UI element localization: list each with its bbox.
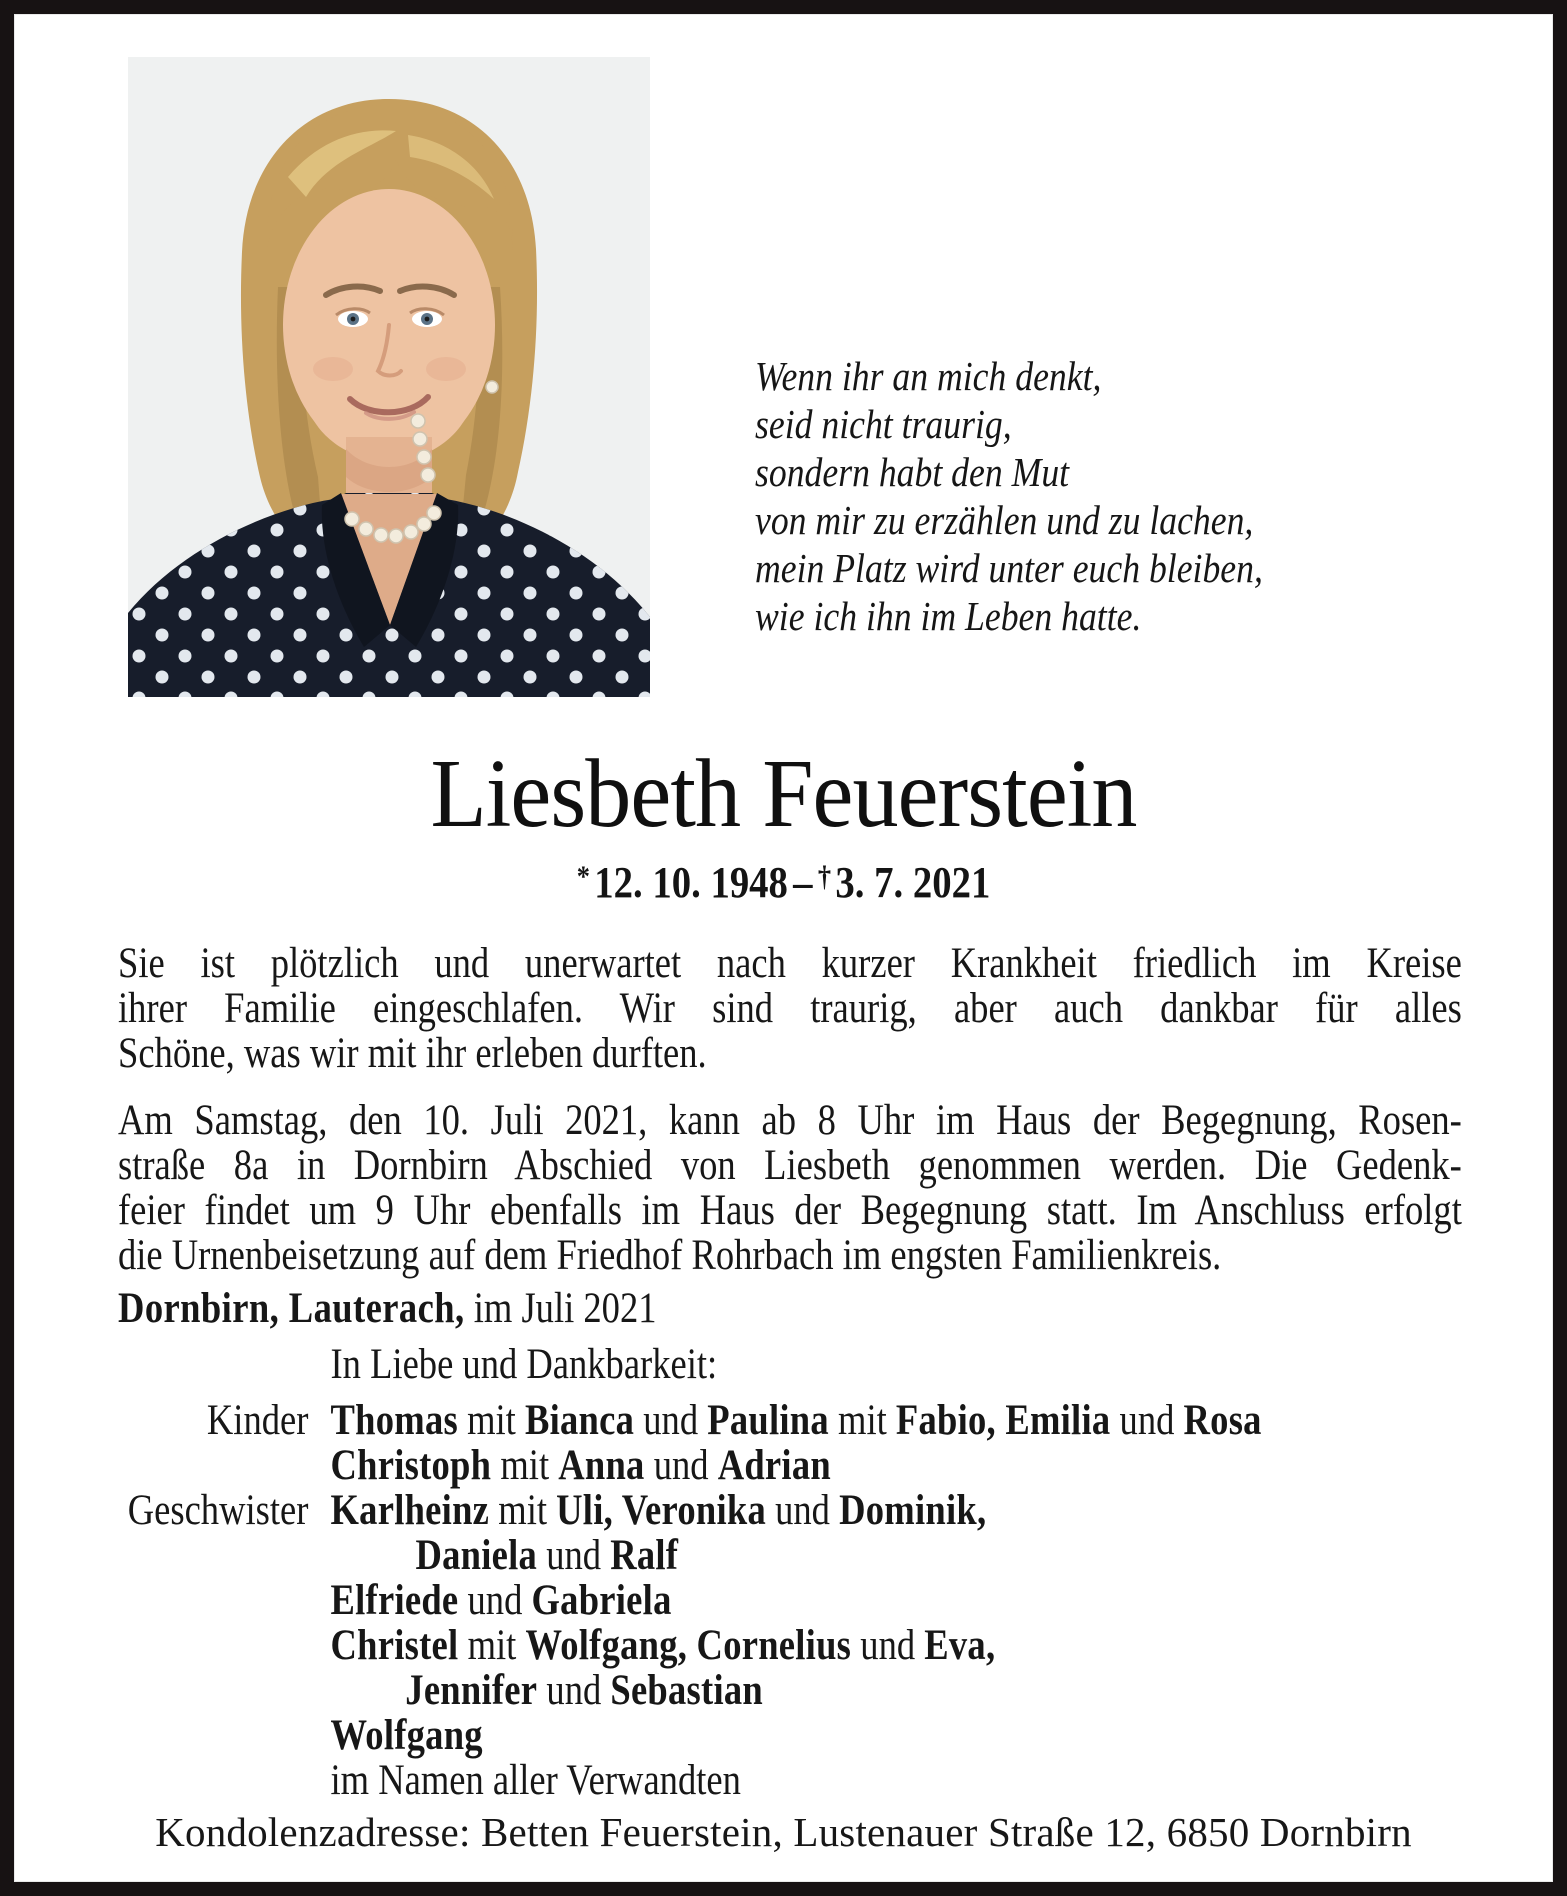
family-row — [118, 1443, 1462, 1488]
deceased-name: Liesbeth Feuerstein — [430, 740, 1137, 848]
funeral-details-paragraph — [118, 1098, 1462, 1278]
family-names: Wolfgang — [330, 1712, 483, 1759]
family-relation-label — [118, 1758, 308, 1803]
family-row — [118, 1713, 1462, 1758]
family-names: Elfriede und Gabriela — [330, 1577, 672, 1624]
closing-line: In Liebe und Dankbarkeit: — [330, 1341, 718, 1388]
family-row — [118, 1623, 1462, 1668]
family-relation-label — [118, 1668, 308, 1713]
family-row — [118, 1668, 1462, 1713]
family-row — [118, 1488, 1462, 1533]
family-list — [118, 1398, 1462, 1803]
text-column — [118, 14, 1462, 1896]
birth-star-symbol: * — [576, 860, 590, 893]
family-relation-label — [118, 1623, 308, 1668]
family-row — [118, 1578, 1462, 1623]
paragraph-line: Sie ist plötzlich und unerwartet nach kurzer Krankheit friedlich im Kreise — [118, 940, 1462, 987]
family-names: Thomas mit Bianca und Paulina mit Fabio, Emilia und Rosa — [330, 1397, 1262, 1444]
paragraph-line: Am Samstag, den 10. Juli 2021, kann ab 8 Uhr im Haus der Begegnung, Rosen- — [118, 1097, 1462, 1144]
family-names: Jennifer und Sebastian — [405, 1667, 763, 1714]
obituary-paragraph — [118, 941, 1462, 1076]
family-row — [118, 1533, 1462, 1578]
verse-line: von mir zu erzählen und zu lachen, — [755, 497, 1254, 543]
paragraph-line: straße 8a in Dornbirn Abschied von Liesbeth genommen werden. Die Gedenk- — [118, 1142, 1462, 1189]
family-relation-label — [118, 1533, 308, 1578]
paragraph-line: Schöne, was wir mit ihr erleben durften. — [118, 1030, 707, 1077]
verse-line: wie ich ihn im Leben hatte. — [755, 593, 1142, 639]
place-date-line — [118, 1286, 657, 1331]
family-names: im Namen aller Verwandten — [330, 1757, 741, 1804]
paragraph-line: die Urnenbeisetzung auf dem Friedhof Rohrbach im engsten Familienkreis. — [118, 1232, 1222, 1279]
paragraph-line: ihrer Familie eingeschlafen. Wir sind traurig, aber auch dankbar für alles — [118, 985, 1462, 1032]
family-names: Daniela und Ralf — [415, 1532, 679, 1579]
verse-line: Wenn ihr an mich denkt, — [755, 353, 1102, 399]
condolence-address: Kondolenzadresse: Betten Feuerstein, Lustenauer Straße 12, 6850 Dornbirn — [155, 1809, 1412, 1855]
place-names: Dornbirn, Lauterach, — [118, 1285, 465, 1332]
family-names: Christoph mit Anna und Adrian — [330, 1442, 831, 1489]
death-date: 3. 7. 2021 — [835, 858, 991, 907]
month-year: im Juli 2021 — [464, 1285, 657, 1332]
birth-date: 12. 10. 1948 — [594, 858, 788, 907]
death-dagger-symbol: † — [817, 860, 832, 893]
family-names: Christel mit Wolfgang, Cornelius und Eva, — [330, 1622, 996, 1669]
family-relation-label: Geschwister — [127, 1487, 309, 1534]
verse-line: seid nicht traurig, — [755, 401, 1012, 447]
verse-line: mein Platz wird unter euch bleiben, — [755, 545, 1263, 591]
family-row — [118, 1758, 1462, 1803]
family-relation-label — [118, 1713, 308, 1758]
memorial-sheet — [14, 14, 1553, 1882]
paragraph-line: feier findet um 9 Uhr ebenfalls im Haus der Begegnung statt. Im Anschluss erfolgt — [118, 1187, 1462, 1234]
verse-line: sondern habt den Mut — [755, 449, 1070, 495]
dates-separator: – — [793, 858, 813, 907]
family-relation-label: Kinder — [206, 1397, 309, 1444]
family-relation-label — [118, 1578, 308, 1623]
family-row — [118, 1398, 1462, 1443]
family-relation-label — [118, 1443, 308, 1488]
family-names: Karlheinz mit Uli, Veronika und Dominik, — [330, 1487, 987, 1534]
